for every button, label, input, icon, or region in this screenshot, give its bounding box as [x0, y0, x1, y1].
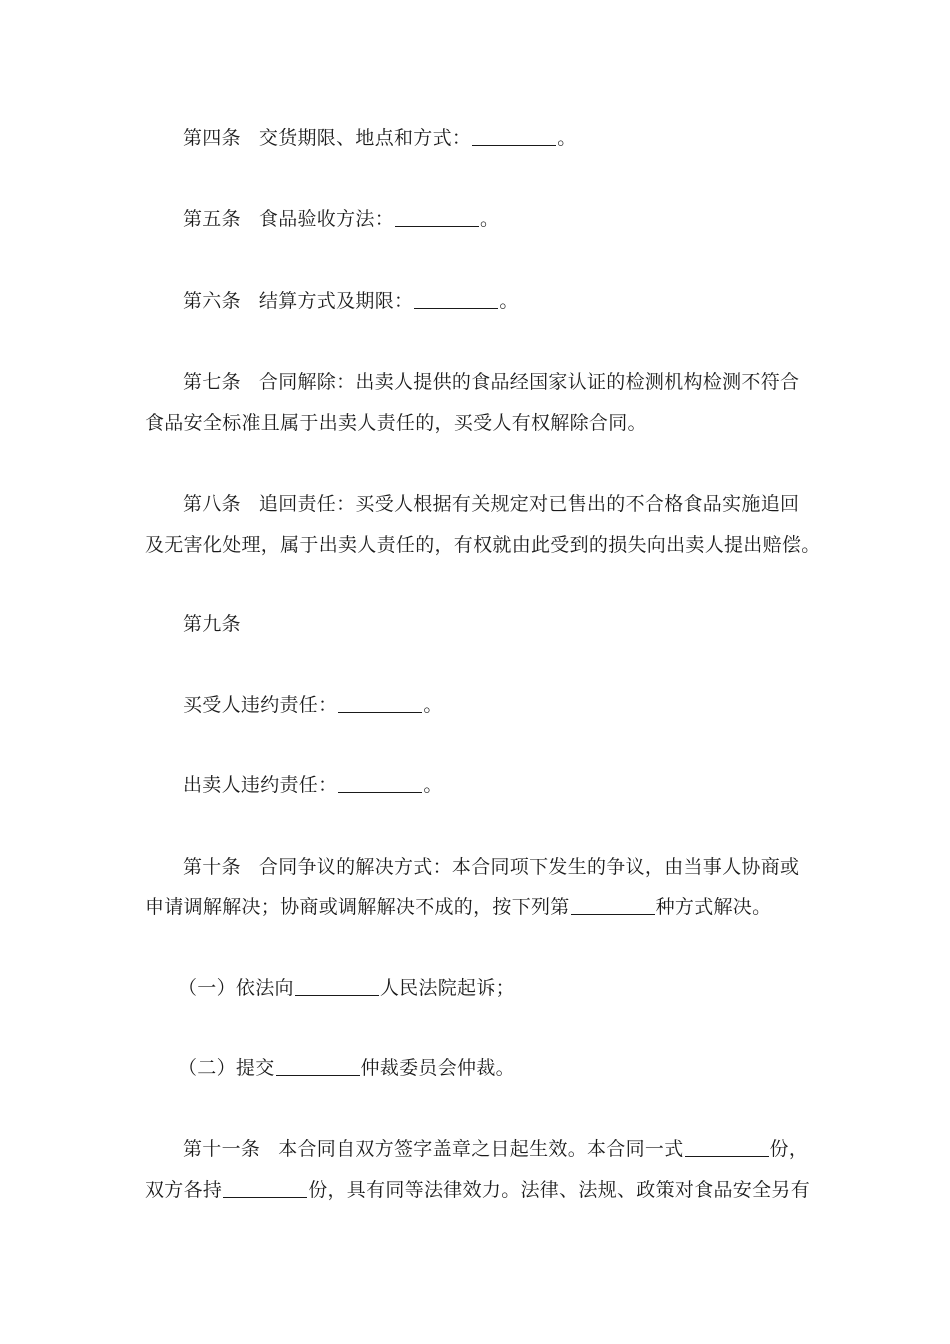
article-4: 第四条 交货期限、地点和方式： 。: [183, 127, 577, 149]
article-6-number: 第六条: [183, 290, 241, 312]
article-8-line-1: 第八条 追回责任：买受人根据有关规定对已售出的不合格食品实施追回: [183, 493, 800, 515]
buyer-liability-blank[interactable]: [338, 694, 422, 713]
article-5-blank[interactable]: [395, 208, 479, 227]
seller-liability: 出卖人违约责任： 。: [183, 774, 443, 796]
article-7-number: 第七条: [183, 371, 241, 393]
option-court: （一）依法向 人民法院起诉；: [178, 977, 515, 999]
article-4-blank[interactable]: [472, 127, 556, 146]
article-8-number: 第八条: [183, 493, 241, 515]
article-6-title: 结算方式及期限：: [258, 290, 414, 312]
copies-total-blank[interactable]: [685, 1138, 769, 1157]
article-5-title: 食品验收方法：: [258, 208, 395, 230]
article-11-number: 第十一条: [183, 1138, 261, 1160]
article-9-number: 第九条: [183, 613, 241, 635]
seller-liability-blank[interactable]: [338, 774, 422, 793]
article-5-number: 第五条: [183, 208, 241, 230]
arbitration-name-blank[interactable]: [276, 1057, 360, 1076]
article-10-line-1: 第十条 合同争议的解决方式：本合同项下发生的争议，由当事人协商或: [183, 856, 800, 878]
copies-each-blank[interactable]: [223, 1179, 307, 1198]
dispute-method-blank[interactable]: [571, 896, 655, 915]
article-7-line-2: 食品安全标准且属于出卖人责任的，买受人有权解除合同。: [145, 412, 647, 434]
buyer-liability: 买受人违约责任： 。: [183, 694, 443, 716]
article-8-line-2: 及无害化处理，属于出卖人责任的，有权就由此受到的损失向出卖人提出赔偿。: [145, 534, 821, 556]
option-arbitration: （二）提交 仲裁委员会仲裁。: [178, 1057, 515, 1079]
article-7-line-1: 第七条 合同解除：出卖人提供的食品经国家认证的检测机构检测不符合: [183, 371, 800, 393]
court-name-blank[interactable]: [295, 977, 379, 996]
article-4-title: 交货期限、地点和方式：: [258, 127, 472, 149]
article-10-line-2: 申请调解解决；协商或调解解决不成的，按下列第 种方式解决。: [145, 896, 772, 918]
article-5: 第五条 食品验收方法： 。: [183, 208, 500, 230]
article-4-number: 第四条: [183, 127, 241, 149]
article-11-line-1: 第十一条 本合同自双方签字盖章之日起生效。本合同一式 份，: [183, 1138, 809, 1160]
article-6: 第六条 结算方式及期限： 。: [183, 290, 519, 312]
article-11-line-2: 双方各持 份，具有同等法律效力。法律、法规、政策对食品安全另有: [145, 1179, 811, 1201]
article-10-number: 第十条: [183, 856, 241, 878]
article-6-blank[interactable]: [414, 290, 498, 309]
